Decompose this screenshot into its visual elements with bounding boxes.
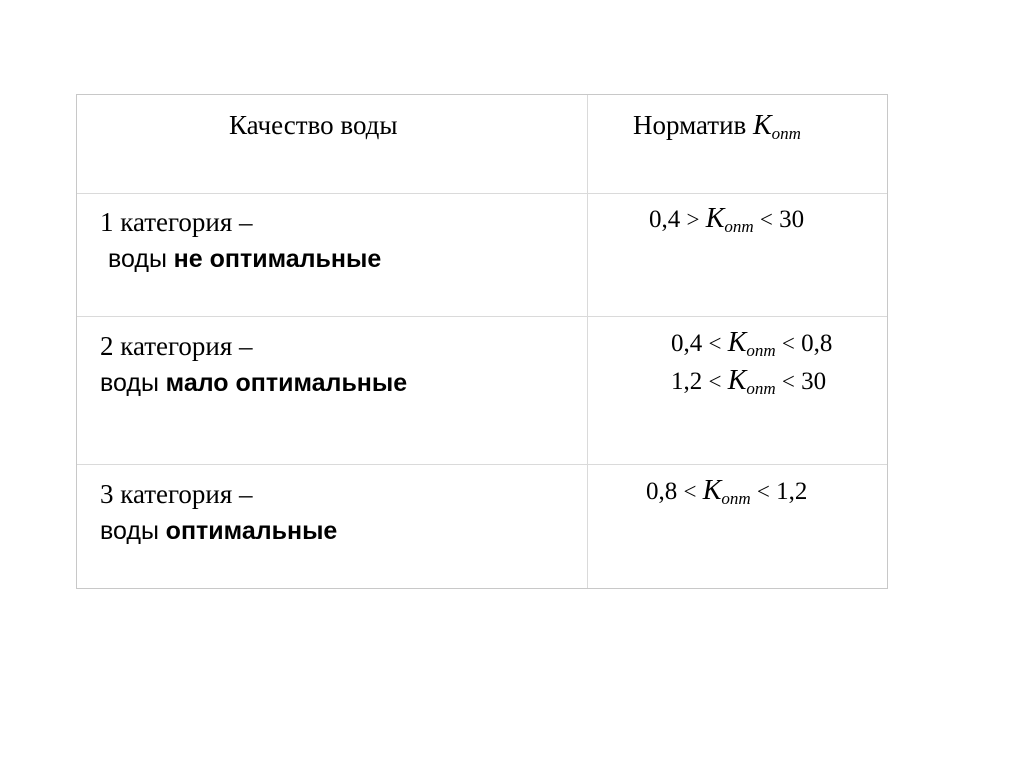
relation-left: 0,8 [646,478,678,505]
row-1-category: 1 категория – [100,207,253,237]
relation-right: 0,8 [801,330,833,357]
k-subscript: опт [724,217,754,236]
relation-operator: < [756,479,770,504]
row-1-quality [100,204,381,277]
row-3-category: 3 категория – [100,479,253,509]
row-1-water: воды [108,245,167,273]
row-1-quality-text: не оптимальные [173,245,382,273]
column-divider [587,95,588,588]
row-divider [77,193,887,194]
header-norm-label: Норматив [633,110,747,140]
row-2-norm [671,328,832,404]
header-water-quality [229,107,398,143]
row-3-relation [646,476,807,514]
row-2-water: воды [100,369,159,397]
relation-left: 0,4 [671,330,703,357]
relation-right: 1,2 [776,478,808,505]
header-quality-label: Качество воды [229,110,398,140]
row-2-quality-text: мало оптимальные [165,369,408,397]
water-quality-table [76,94,888,589]
k-symbol: К [705,203,725,234]
k-subscript: опт [746,379,776,398]
row-divider [77,464,887,465]
row-3-norm [646,476,807,514]
row-2-category: 2 категория – [100,331,253,361]
k-symbol: К [727,365,747,396]
row-1-relation [649,204,804,242]
k-symbol: К [727,327,747,358]
row-3-water: воды [100,517,159,545]
relation-operator: < [708,331,722,356]
relation-operator: < [781,331,795,356]
k-subscript: опт [721,489,751,508]
header-norm [633,107,801,152]
relation-operator: < [759,207,773,232]
relation-left: 1,2 [671,368,703,395]
relation-left: 0,4 [649,206,681,233]
row-2-relation-2 [671,366,832,404]
row-2-relation-1 [671,328,832,366]
relation-operator: < [708,369,722,394]
relation-operator: > [686,207,700,232]
relation-operator: < [781,369,795,394]
relation-right: 30 [779,206,805,233]
relation-right: 30 [801,368,827,395]
k-subscript: опт [746,341,776,360]
relation-operator: < [683,479,697,504]
row-3-quality [100,476,337,549]
row-3-quality-text: оптимальные [165,517,338,545]
k-symbol: К [753,110,772,141]
row-2-quality [100,328,407,401]
k-symbol: К [702,475,722,506]
k-subscript: опт [771,124,801,143]
row-divider [77,316,887,317]
row-1-norm [649,204,804,242]
